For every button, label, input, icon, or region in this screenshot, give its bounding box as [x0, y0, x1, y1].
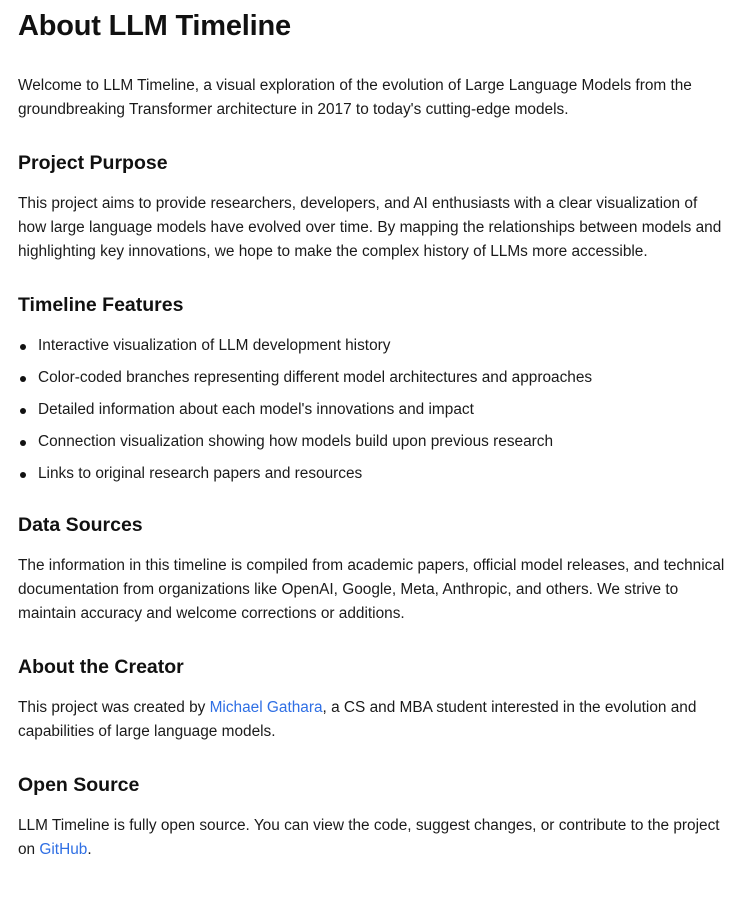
list-item: [18, 462, 725, 486]
text-after-link: .: [87, 841, 92, 858]
list-item-text: Connection visualization showing how models build upon previous research: [38, 433, 554, 450]
section-heading: Data Sources: [18, 514, 143, 536]
github-link[interactable]: GitHub: [39, 841, 88, 858]
creator-link[interactable]: Michael Gathara: [209, 699, 323, 716]
text-after-link: , a CS and MBA student interested in the evolution and capabilities of large language models.: [18, 699, 697, 740]
list-item-text: Links to original research papers and resources: [38, 465, 363, 482]
section-text: [18, 814, 725, 862]
section-about-creator: [18, 655, 725, 744]
section-open-source: [18, 773, 725, 862]
page-title: About LLM Timeline: [18, 10, 291, 42]
section-text: The information in this timeline is compiled from academic papers, official model releases, and technical documentation from organizations like OpenAI, Google, Meta, Anthropic, and others. We strive to maintain accuracy and welcome corrections or additions.: [18, 557, 725, 622]
list-item-text: Detailed information about each model's innovations and impact: [38, 401, 474, 418]
text-before-link: This project was created by: [18, 699, 210, 716]
section-heading: Project Purpose: [18, 152, 168, 174]
section-text: This project aims to provide researchers, developers, and AI enthusiasts with a clear visualization of how large language models have evolved over time. By mapping the relationships between models and highlighting key innovations, we hope to make the complex history of LLMs more accessible.: [18, 195, 722, 260]
intro-paragraph: Welcome to LLM Timeline, a visual exploration of the evolution of Large Language Models from the groundbreaking Transformer architecture in 2017 to today's cutting-edge models.: [18, 77, 692, 118]
bullet-icon: [20, 376, 26, 382]
list-item: [18, 430, 725, 454]
features-list: [18, 334, 725, 486]
section-timeline-features: [18, 293, 725, 486]
list-item-text: Color-coded branches representing different model architectures and approaches: [38, 369, 593, 386]
bullet-icon: [20, 344, 26, 350]
list-item-text: Interactive visualization of LLM development history: [38, 337, 391, 354]
list-item: [18, 398, 725, 422]
section-data-sources: [18, 513, 725, 626]
section-project-purpose: [18, 151, 725, 264]
section-heading: Open Source: [18, 774, 140, 796]
bullet-icon: [20, 472, 26, 478]
section-heading: About the Creator: [18, 656, 184, 678]
section-heading: Timeline Features: [18, 294, 184, 316]
bullet-icon: [20, 440, 26, 446]
text-before-link: LLM Timeline is fully open source. You can view the code, suggest changes, or contribute to the project on: [18, 817, 720, 858]
list-item: [18, 334, 725, 358]
section-text: [18, 696, 725, 744]
bullet-icon: [20, 408, 26, 414]
list-item: [18, 366, 725, 390]
